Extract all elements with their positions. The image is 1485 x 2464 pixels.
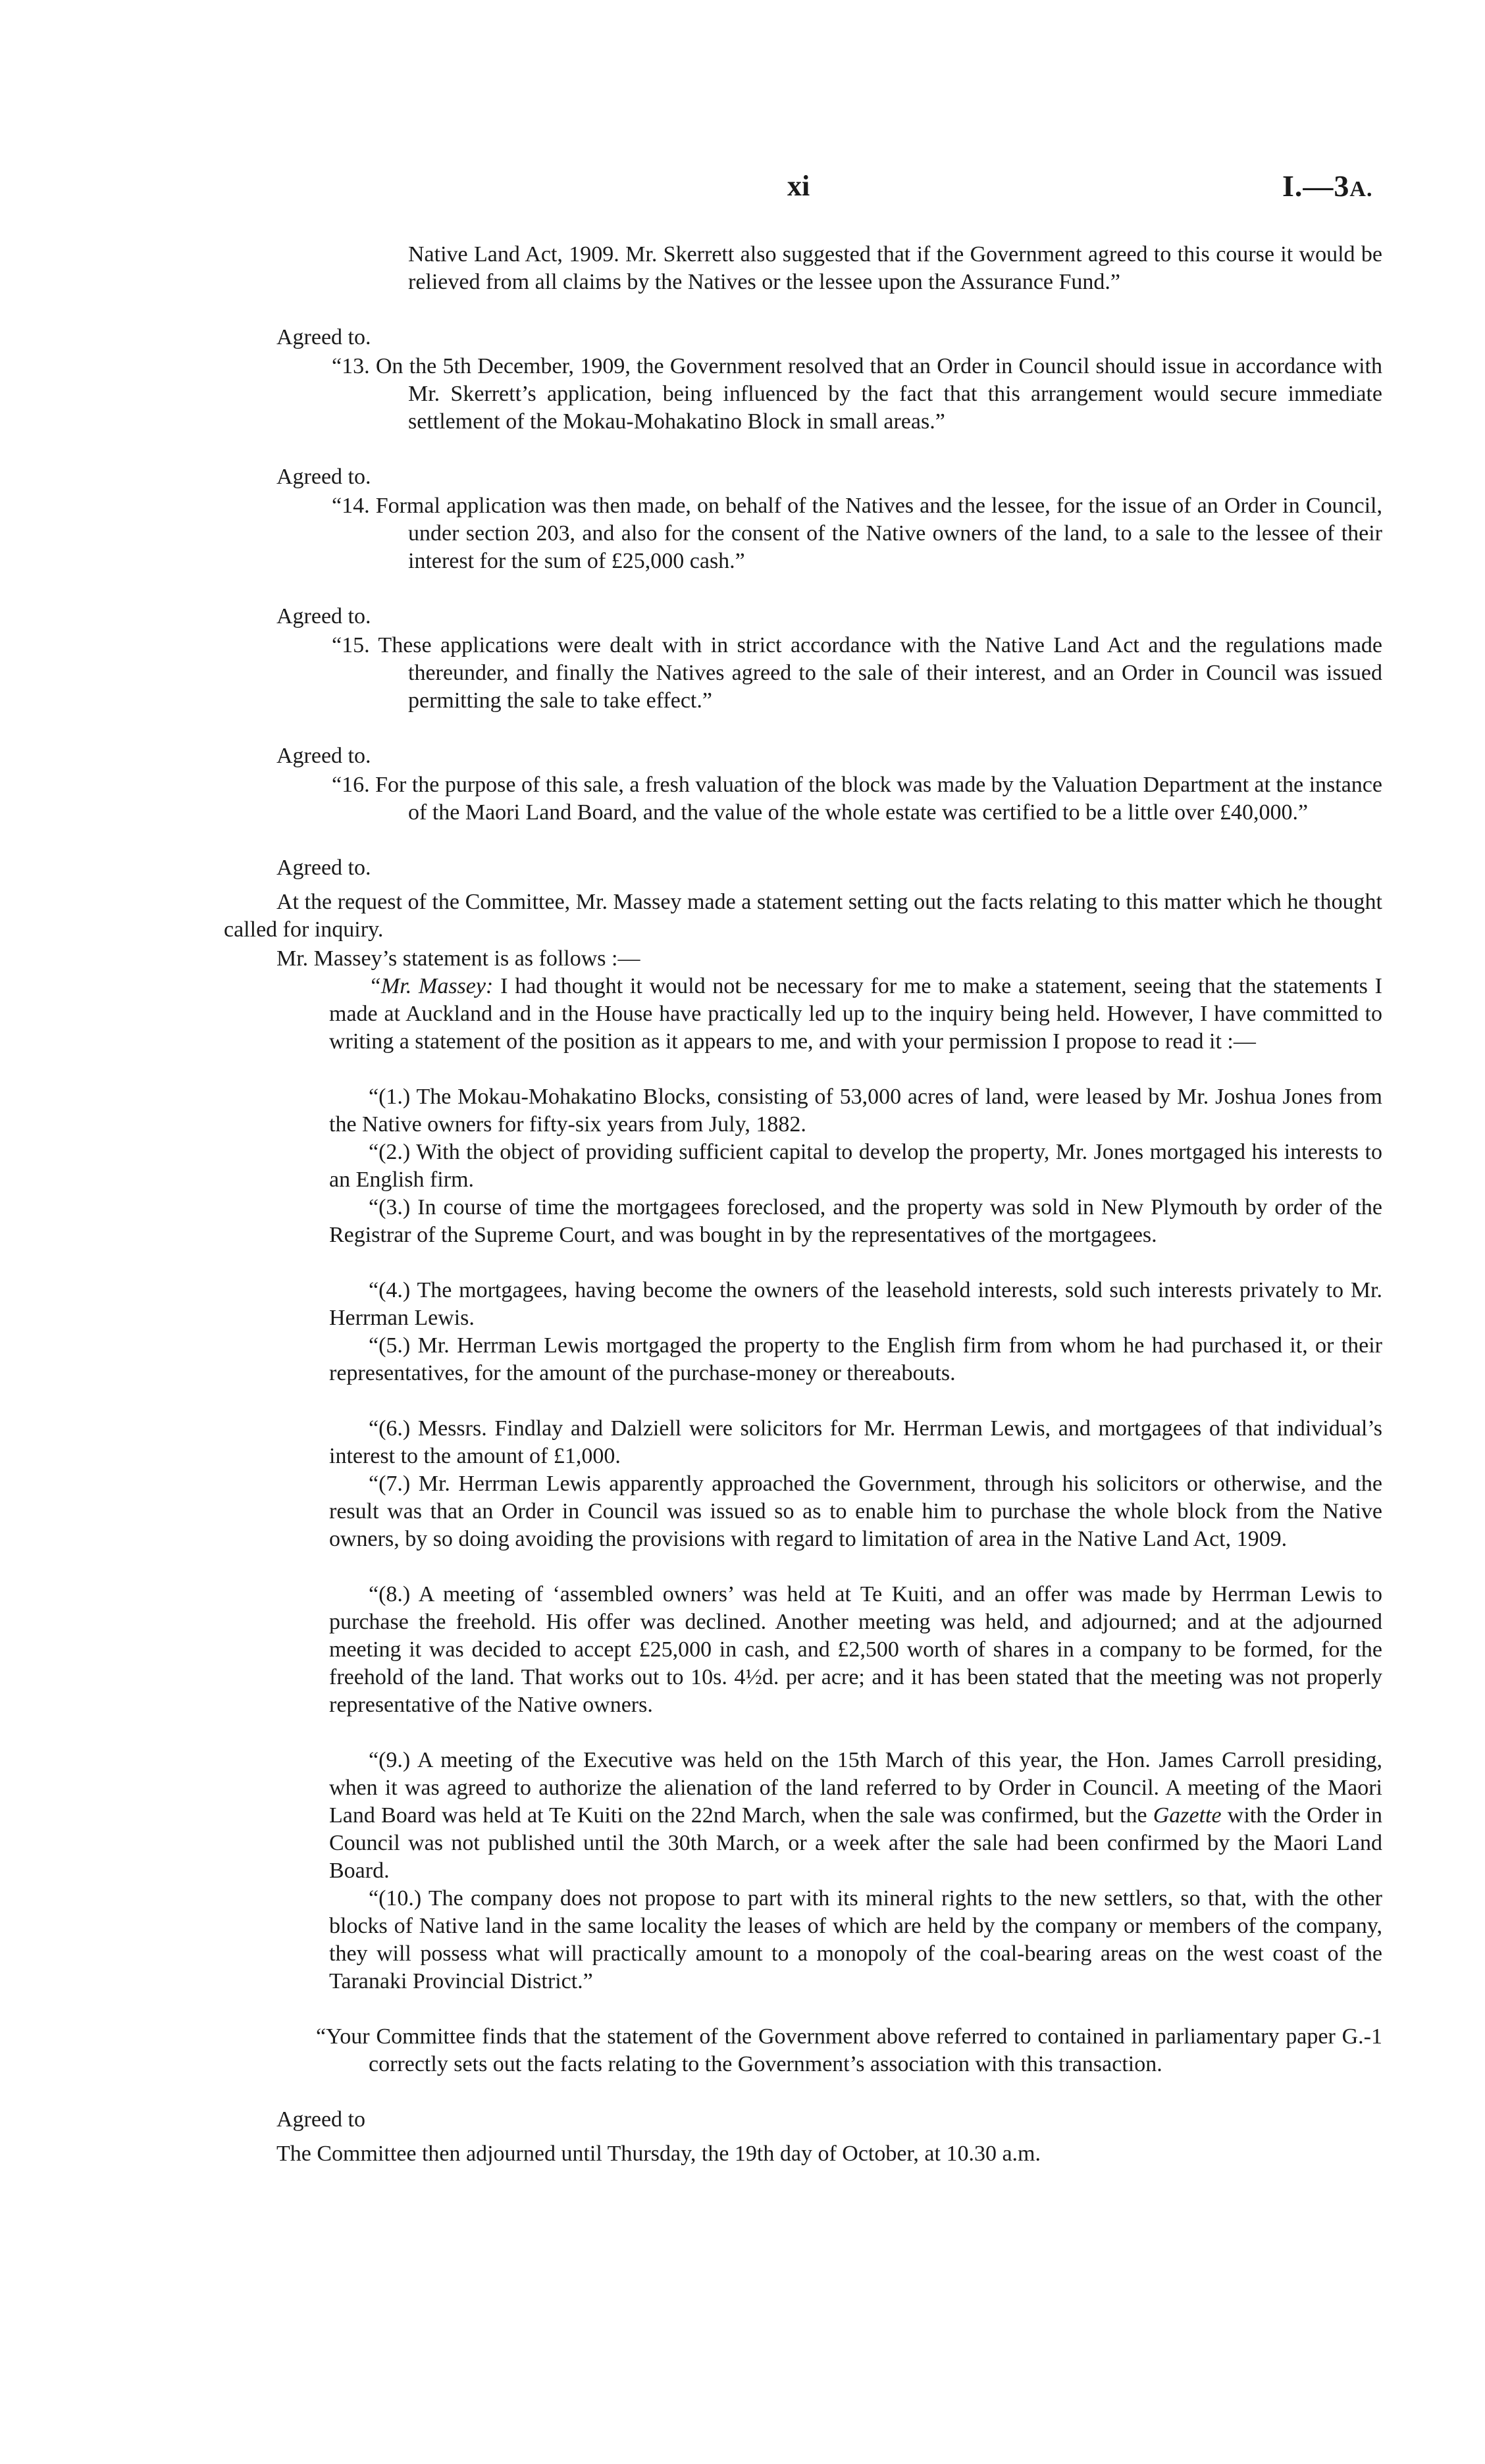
massey-speaker: “Mr. Massey: (369, 974, 494, 998)
document-code (1282, 169, 1373, 203)
committee-request: At the request of the Committee, Mr. Massey made a statement setting out the facts relating to this matter which he thought called for inquiry. (224, 890, 1382, 942)
paragraph-13: “13. On the 5th December, 1909, the Government resolved that an Order in Council should issue in accordance with Mr. Skerrett’s application, being influenced by the fact that this arrangement would secure immediate settlement of the Mokau-Mohakatino Block in small areas.” (332, 354, 1382, 434)
massey-statement-opening (329, 973, 1382, 1056)
statement-intro: Mr. Massey’s statement is as follows :— (276, 946, 640, 971)
agreed-to-4: Agreed to. (276, 744, 371, 768)
statement-point-7: “(7.) Mr. Herrman Lewis apparently approached the Government, through his solicitors or otherwise, and the result was that an Order in Council was issued so as to enable him to purchase the whole block from the Native owners, by so doing avoiding the provisions with regard to limitation of area in the Native Land Act, 1909. (329, 1472, 1382, 1551)
document-code-main: I.—3 (1282, 169, 1350, 203)
massey-statement-text: I had thought it would not be necessary for me to make a statement, seeing that the statements I made at Auckland and in the House have practically led up to the inquiry being held. However, I have committed to writing a statement of the position as it appears to me, and with your permission I propose to read it :— (329, 974, 1383, 1054)
statement-point-9-b: with the Order in Council was not published until the 30th March, or a week after the sale had been confirmed by the Maori Land Board. (329, 1803, 1383, 1883)
statement-point-2: “(2.) With the object of providing sufficient capital to develop the property, Mr. Jones mortgaged his interests to an English firm. (329, 1140, 1382, 1192)
agreed-to-2: Agreed to. (276, 465, 371, 489)
paragraph-16: “16. For the purpose of this sale, a fresh valuation of the block was made by the Valuation Department at the instance of the Maori Land Board, and the value of the whole estate was certified to be a little over £40,000.” (332, 773, 1382, 825)
statement-point-9 (329, 1747, 1382, 1885)
gazette-title: Gazette (1153, 1803, 1222, 1828)
statement-point-6: “(6.) Messrs. Findlay and Dalziell were solicitors for Mr. Herrman Lewis, and mortgagees of that individual’s interest to the amount of £1,000. (329, 1416, 1382, 1468)
statement-point-3: “(3.) In course of time the mortgagees foreclosed, and the property was sold in New Plymouth by order of the Registrar of the Supreme Court, and was bought in by the representatives of the mortgagees. (329, 1195, 1382, 1247)
statement-point-9-a: “(9.) A meeting of the Executive was held on the 15th March of this year, the Hon. James Carroll presiding, when it was agreed to authorize the alienation of the land referred to by Order in Council. A meeting of the Maori Land Board was held at Te Kuiti on the 22nd March, when the sale was confirmed, but the (329, 1748, 1382, 1828)
agreed-to-1: Agreed to. (276, 325, 371, 349)
statement-point-8: “(8.) A meeting of ‘assembled owners’ was held at Te Kuiti, and an offer was made by Herrman Lewis to purchase the freehold. His offer was declined. Another meeting was held, and adjourned; and at the adjourned meeting it was decided to accept £25,000 in cash, and £2,500 worth of shares in a company to be formed, for the freehold of the land. That works out to 10s. 4½d. per acre; and it has been stated that the meeting was not properly representative of the Native owners. (329, 1582, 1382, 1717)
statement-point-10: “(10.) The company does not propose to part with its mineral rights to the new settlers, so that, with the other blocks of Native land in the same locality the leases of which are held by the company or members of the company, they will possess what will practically amount to a monopoly of the coal-bearing areas on the west coast of the Taranaki Provincial District.” (329, 1886, 1382, 1993)
document-code-suffix: A. (1349, 177, 1373, 201)
paragraph-14: “14. Formal application was then made, on behalf of the Natives and the lessee, for the issue of an Order in Council, under section 203, and also for the consent of the Native owners of the land, to a sale to the lessee of their interest for the sum of £25,000 cash.” (332, 494, 1382, 573)
statement-point-1: “(1.) The Mokau-Mohakatino Blocks, consisting of 53,000 acres of land, were leased by Mr. Joshua Jones from the Native owners for fifty-six years from July, 1882. (329, 1085, 1382, 1137)
statement-point-4: “(4.) The mortgagees, having become the owners of the leasehold interests, sold such interests privately to Mr. Herrman Lewis. (329, 1278, 1382, 1330)
agreed-to-5: Agreed to. (276, 856, 371, 880)
paragraph-15: “15. These applications were dealt with in strict accordance with the Native Land Act and the regulations made thereunder, and finally the Natives agreed to the sale of their interest, and an Order in Council was issued permitting the sale to take effect.” (332, 633, 1382, 713)
page-number: xi (787, 170, 810, 202)
statement-point-5: “(5.) Mr. Herrman Lewis mortgaged the property to the English firm from whom he had purchased it, or their representatives, for the amount of the purchase-money or thereabouts. (329, 1333, 1382, 1385)
adjournment: The Committee then adjourned until Thursday, the 19th day of October, at 10.30 a.m. (276, 2142, 1041, 2166)
paragraph-12-continued: Native Land Act, 1909. Mr. Skerrett also suggested that if the Government agreed to this course it would be relieved from all claims by the Natives or the lessee upon the Assurance Fund.” (408, 242, 1382, 294)
agreed-to-3: Agreed to. (276, 604, 371, 629)
agreed-to-6: Agreed to (276, 2107, 366, 2132)
committee-finding: “Your Committee finds that the statement of the Government above referred to contained in parliamentary paper G.-1 correctly sets out the facts relating to the Government’s association with this transaction. (316, 2024, 1382, 2076)
